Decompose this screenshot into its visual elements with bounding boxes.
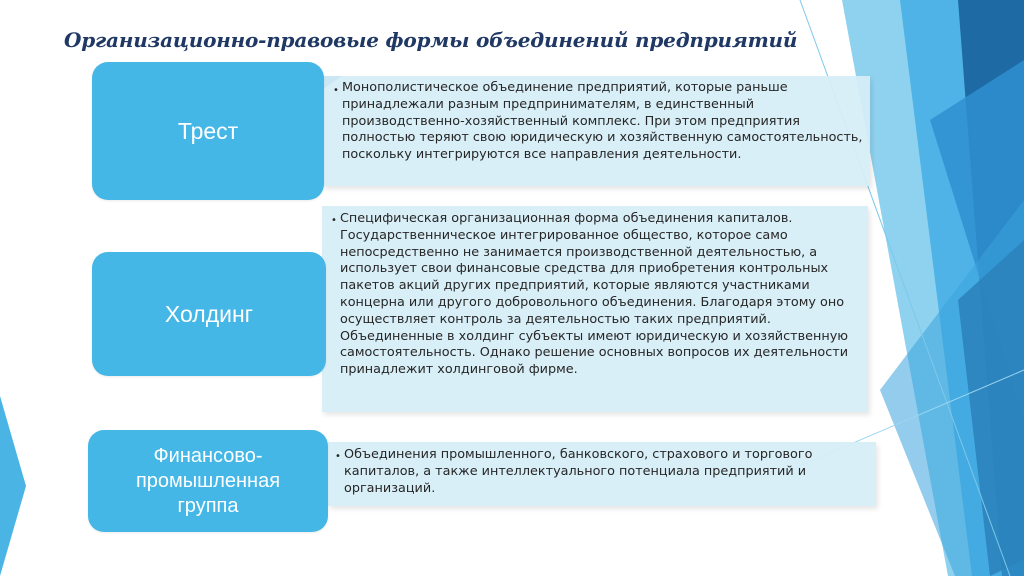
left-accent-triangle [0,396,26,576]
fig-label-box [88,430,328,532]
trust-arrow-icon [322,76,342,186]
holding-label: Холдинг [164,300,254,327]
fig-description: Объединения промышленного, банковского, страхового и торгового капиталов, а также интеллектуального потенциала предприятий и организаций. [344,447,813,496]
trust-label: Трест [177,117,239,144]
fig-label-line-3: группа [177,494,239,517]
fig-label-line-2: промышленная [135,469,281,492]
bullet-icon: • [331,215,337,226]
trust-label-box [92,62,324,200]
trust-description: Монополистическое объединение предприятий, которые раньше принадлежали разным предпринимателям, в единственный производственно-хозяйственный комплекс. При этом предприятия полностью теряют свою юридическую и хозяйственную самостоятельность, поскольку интегрируются все направления деятельности. [342,80,863,163]
bullet-icon: • [333,85,339,96]
trust-description-box [322,76,870,186]
bullet-icon: • [335,451,341,462]
holding-description-box [322,206,868,412]
fig-description-box [328,442,876,506]
slide-title: Организационно-правовые формы объединений предприятий [64,28,798,52]
holding-description: Специфическая организационная форма объединения капиталов. Государственническое интегрированное общество, которое само непосредственно не занимается производственной деятельностью, а использует свои финансовые средства для приобретения контрольных пакетов акций других предприятий, которые являются участниками концерна или другого добровольного объединения. Благодаря этому оно осуществляет контроль за деятельностью таких предприятий. Объединенные в холдинг субъекты имеют юридическую и хозяйственную самостоятельность. Однако решение основных вопросов их деятельности принадлежит холдинговой фирме. [340,211,849,378]
holding-label-box [92,252,326,376]
fig-label-line-1: Финансово- [153,444,263,467]
